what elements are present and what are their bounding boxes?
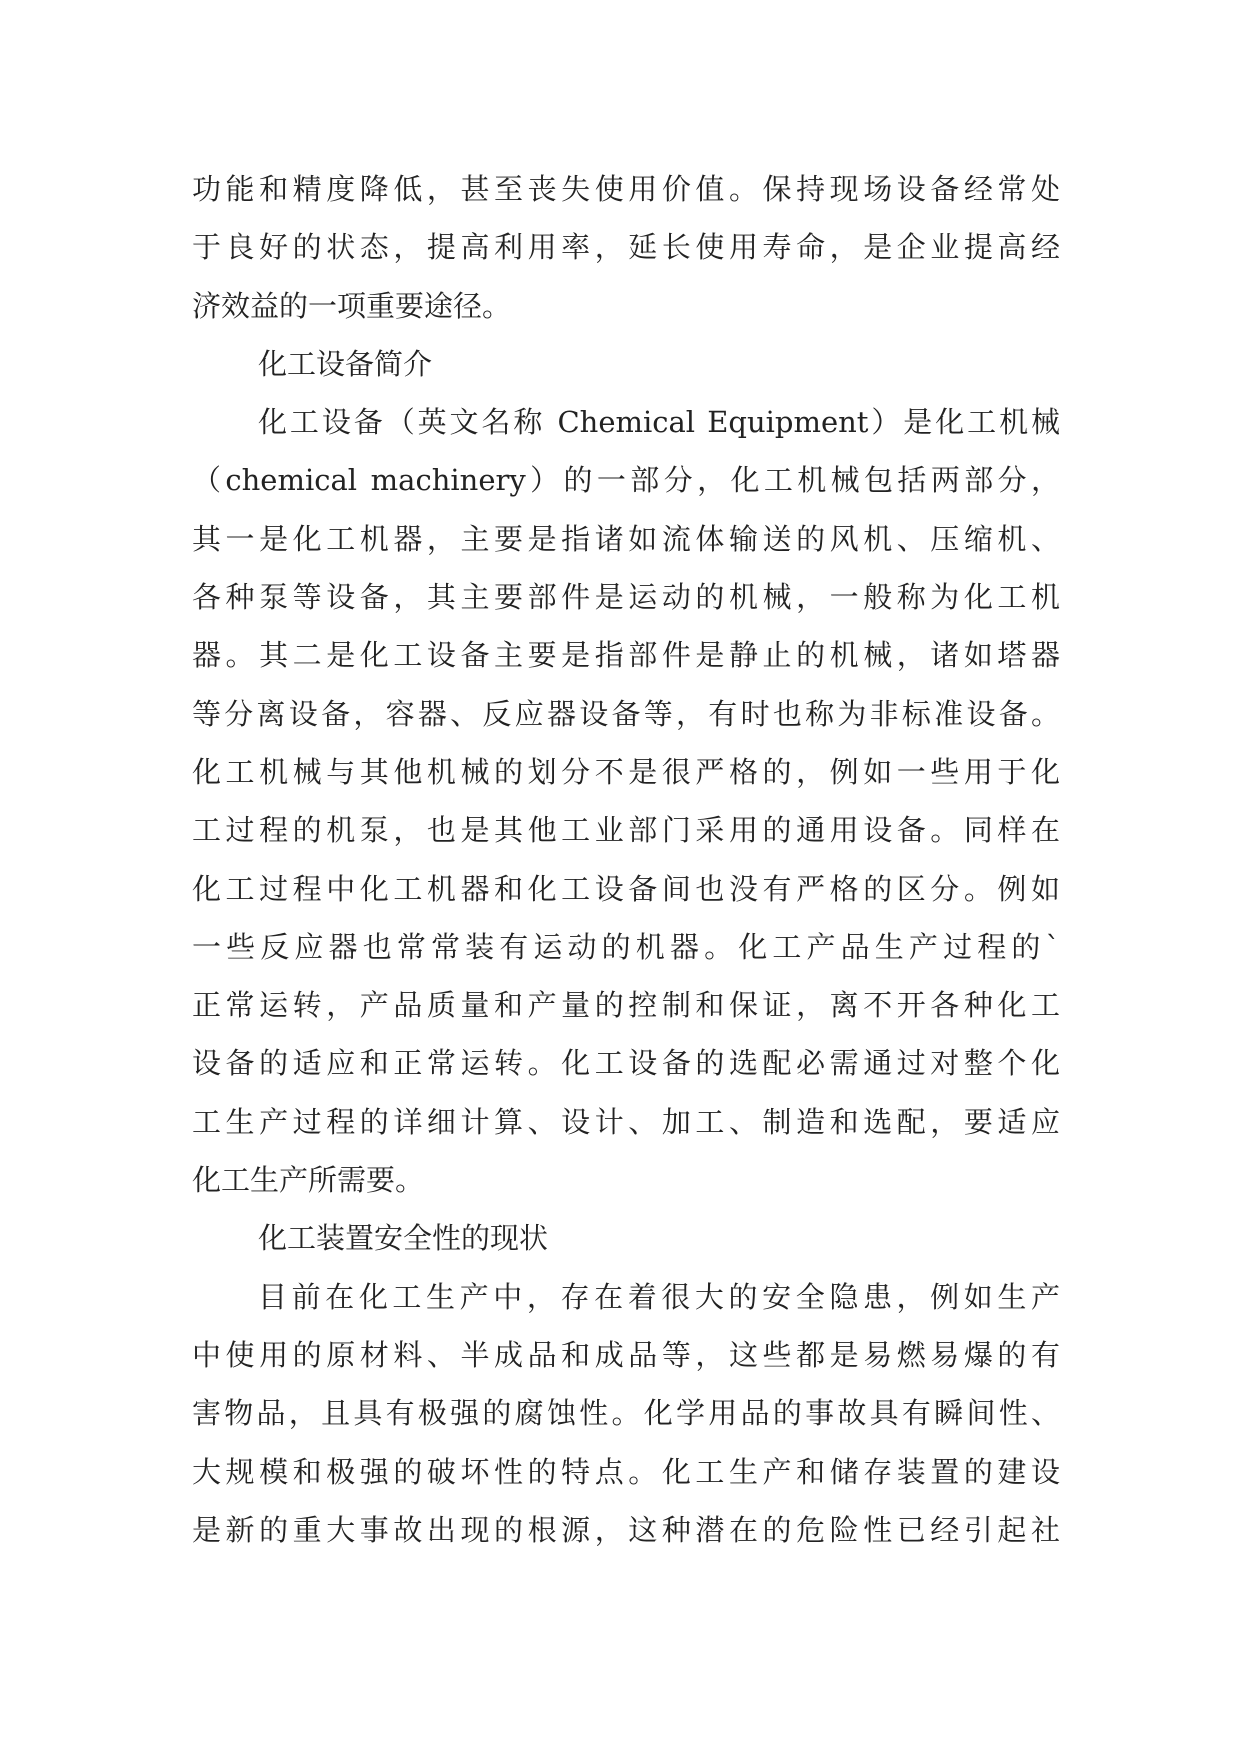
text-line: 害物品，且具有极强的腐蚀性。化学用品的事故具有瞬间性、 [192,1396,1060,1431]
text-line: 是新的重大事故出现的根源，这种潜在的危险性已经引起社 [192,1512,1060,1547]
text-line: 等分离设备，容器、反应器设备等，有时也称为非标准设备。 [192,696,1060,731]
text-line: 大规模和极强的破坏性的特点。化工生产和储存装置的建设 [192,1454,1060,1489]
text-line: 目前在化工生产中，存在着很大的安全隐患，例如生产 [258,1279,1060,1314]
text-line: 一些反应器也常常装有运动的机器。化工产品生产过程的` [192,929,1060,964]
text-line: 设备的适应和正常运转。化工设备的选配必需通过对整个化 [192,1046,1060,1081]
text-line: 各种泵等设备，其主要部件是运动的机械，一般称为化工机 [192,580,1060,615]
text-line: 中使用的原材料、半成品和成品等，这些都是易燃易爆的有 [192,1337,1060,1372]
text-line: 工过程的机泵，也是其他工业部门采用的通用设备。同样在 [192,813,1060,848]
text-line: 功能和精度降低，甚至丧失使用价值。保持现场设备经常处 [192,172,1060,206]
text-line: 器。其二是化工设备主要是指部件是静止的机械，诸如塔器 [192,638,1060,673]
document-body [192,160,1060,1559]
text-line: 化工过程中化工机器和化工设备间也没有严格的区分。例如 [192,871,1060,906]
text-line: 化工设备（英文名称 Chemical Equipment）是化工机械 [258,405,1060,440]
text-line: 于良好的状态，提高利用率，延长使用寿命，是企业提高经 [192,230,1060,265]
text-line: 正常运转，产品质量和产量的控制和保证，离不开各种化工 [192,988,1060,1023]
section-heading-safety-status: 化工装置安全性的现状 [258,1221,549,1256]
text-line: 济效益的一项重要途径。 [192,288,512,323]
text-line: 化工机械与其他机械的划分不是很严格的，例如一些用于化 [192,754,1060,789]
text-line: 其一是化工机器，主要是指诸如流体输送的风机、压缩机、 [192,521,1060,556]
section-heading-equipment-intro: 化工设备简介 [258,346,433,381]
text-line: 化工生产所需要。 [192,1163,425,1198]
text-line: 工生产过程的详细计算、设计、加工、制造和选配，要适应 [192,1104,1060,1139]
text-line: （chemical machinery）的一部分，化工机械包括两部分， [192,463,1060,498]
